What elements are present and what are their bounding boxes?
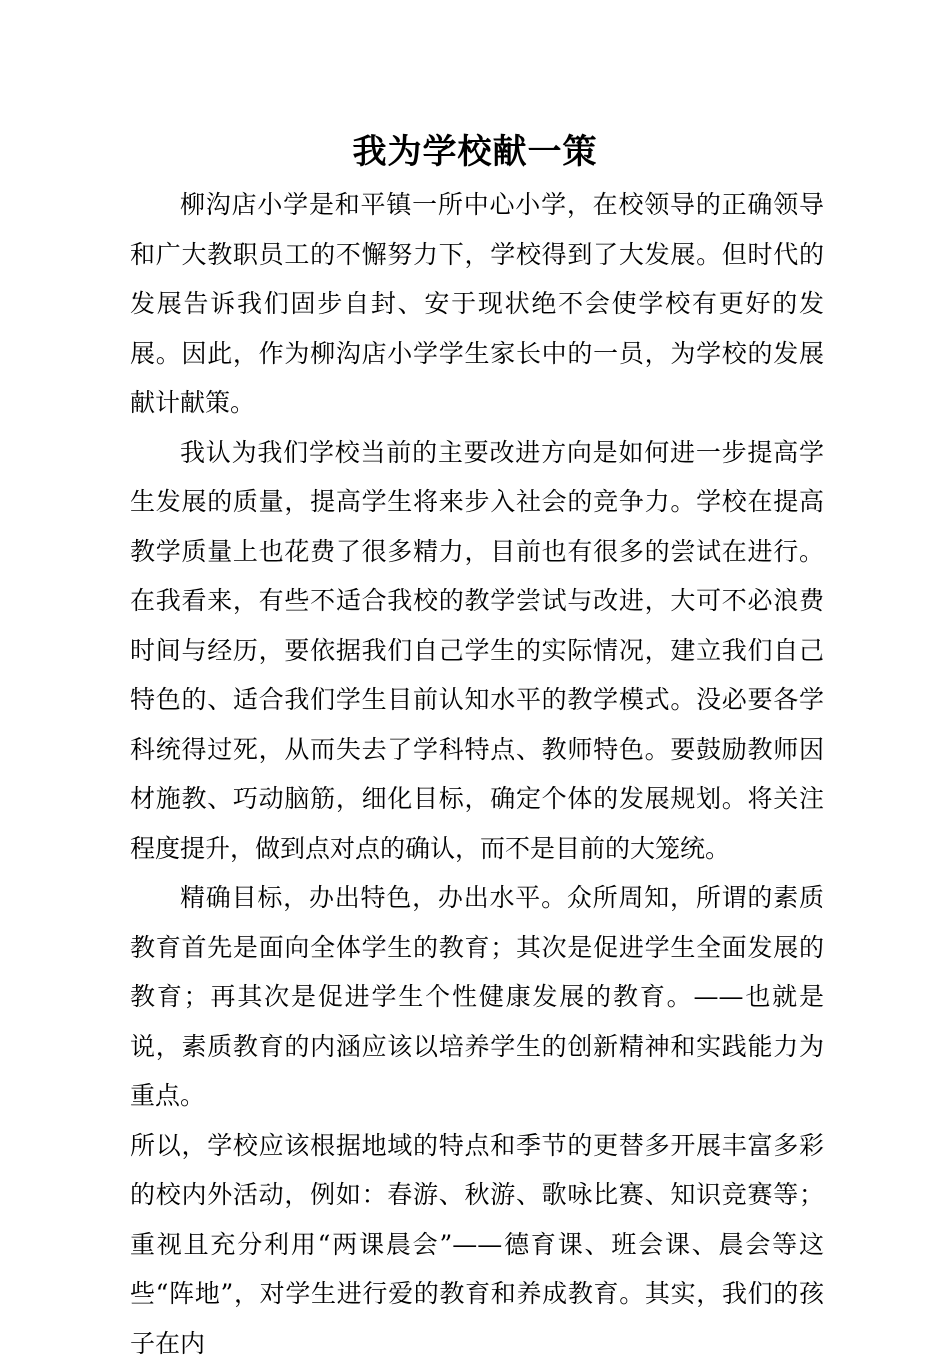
paragraph-quality-education: 精确目标，办出特色，办出水平。众所周知，所谓的素质教育首先是面向全体学生的教育；其次是促进学生全面发展的教育；再其次是促进学生个性健康发展的教育。——也就是说，素质教育的内涵应该以培养学生的创新精神和实践能力为重点。	[130, 873, 824, 1121]
document-body	[130, 180, 824, 1368]
paragraph-intro: 柳沟店小学是和平镇一所中心小学，在校领导的正确领导和广大教职员工的不懈努力下，学校得到了大发展。但时代的发展告诉我们固步自封、安于现状绝不会使学校有更好的发展。因此，作为柳沟店小学学生家长中的一员，为学校的发展献计献策。	[130, 180, 824, 428]
paragraph-activities: 所以，学校应该根据地域的特点和季节的更替多开展丰富多彩的校内外活动，例如：春游、秋游、歌咏比赛、知识竞赛等；重视且充分利用“两课晨会”——德育课、班会课、晨会等这些“阵地”，对学生进行爱的教育和养成教育。其实，我们的孩子在内	[130, 1121, 824, 1368]
paragraph-improvement: 我认为我们学校当前的主要改进方向是如何进一步提高学生发展的质量，提高学生将来步入社会的竞争力。学校在提高教学质量上也花费了很多精力，目前也有很多的尝试在进行。在我看来，有些不适合我校的教学尝试与改进，大可不必浪费时间与经历，要依据我们自己学生的实际情况，建立我们自己特色的、适合我们学生目前认知水平的教学模式。没必要各学科统得过死，从而失去了学科特点、教师特色。要鼓励教师因材施教、巧动脑筋，细化目标，确定个体的发展规划。将关注程度提升，做到点对点的确认，而不是目前的大笼统。	[130, 428, 824, 874]
document-title: 我为学校献一策	[0, 128, 950, 176]
